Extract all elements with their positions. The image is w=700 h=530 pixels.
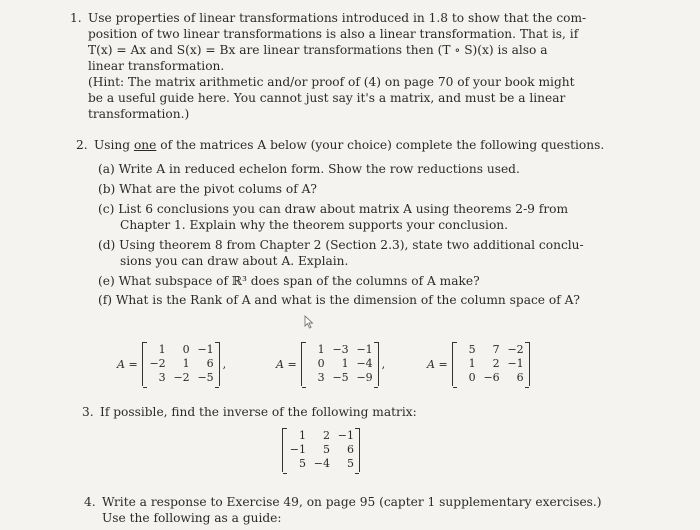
inverse-matrix-cell: 5 — [323, 443, 330, 456]
matrix-choice-1 — [117, 342, 226, 386]
q2-part-f: (f) What is the Rank of A and what is the dimension of the column space of A? — [98, 293, 580, 307]
matrix-2-cell: −3 — [332, 343, 349, 356]
q2-part-c-line-2: Chapter 1. Explain why the theorem supports your conclusion. — [120, 218, 509, 232]
q2-intro-emphasis: one — [133, 138, 157, 152]
matrix-2-cell: 1 — [341, 357, 349, 370]
matrix-3-cell: 7 — [492, 343, 500, 356]
q2-part-d-line-2: sions you can draw about A. Explain. — [120, 254, 349, 268]
q2-part-a: (a) Write A in reduced echelon form. Show the row reductions used. — [98, 162, 520, 176]
matrix-3-cell: 1 — [468, 357, 476, 370]
inverse-matrix-body — [282, 428, 360, 472]
matrix-3-cell: −1 — [507, 357, 524, 370]
q2-part-b: (b) What are the pivot colums of A? — [98, 182, 317, 196]
inverse-matrix-cell: 6 — [347, 443, 354, 456]
mouse-cursor-icon — [303, 315, 315, 329]
matrix-2-cell: −5 — [332, 371, 349, 384]
inverse-matrix-cell: 2 — [323, 429, 330, 442]
inverse-matrix-cell: 5 — [299, 457, 306, 470]
matrix-1-cell: −5 — [197, 371, 214, 384]
q2-part-e: (e) What subspace of ℝ³ does span of the columns of A make? — [98, 274, 480, 288]
inverse-matrix-cell: −1 — [289, 443, 306, 456]
matrix-choice-3 — [427, 342, 533, 386]
matrix-2-label: A = — [276, 357, 297, 371]
matrix-choice-2 — [276, 342, 385, 386]
q2-part-d-line-1: (d) Using theorem 8 from Chapter 2 (Section 2.3), state two additional conclu- — [98, 238, 584, 252]
matrix-1-cell: 1 — [182, 357, 190, 370]
matrix-3-cell: −2 — [507, 343, 524, 356]
matrix-2-cell: −1 — [356, 343, 373, 356]
matrix-3-cell: 6 — [516, 371, 524, 384]
matrix-2-cell: −9 — [356, 371, 373, 384]
matrix-3-cell: −6 — [483, 371, 500, 384]
q3-text: If possible, find the inverse of the following matrix: — [100, 405, 417, 419]
matrix-1-cell: 3 — [158, 371, 166, 384]
q4-line-1: Write a response to Exercise 49, on page 95 (capter 1 supplementary exercises.) — [102, 495, 602, 509]
q1-line-4: linear transformation. — [88, 59, 225, 73]
q1-line-3: T(x) = Ax and S(x) = Bx are linear transformations then (T ∘ S)(x) is also a — [88, 43, 548, 57]
q1-line-2: position of two linear transformations is also a linear transformation. That is, if — [88, 27, 579, 41]
matrix-1-comma: , — [222, 357, 227, 371]
q3-number: 3. — [82, 405, 94, 419]
matrix-1-cell: 6 — [206, 357, 214, 370]
matrix-1-cell: −2 — [173, 371, 190, 384]
inverse-matrix-cell: −4 — [313, 457, 330, 470]
matrix-3-cell: 5 — [468, 343, 476, 356]
q1-hint-line-2: be a useful guide here. You cannot just say it's a matrix, and must be a linear — [88, 91, 566, 105]
q1-line-1: Use properties of linear transformations introduced in 1.8 to show that the com- — [88, 11, 587, 25]
q1-hint-line-1: (Hint: The matrix arithmetic and/or proof of (4) on page 70 of your book might — [88, 75, 575, 89]
matrix-2-cell: 1 — [317, 343, 325, 356]
matrix-1-cell: −1 — [197, 343, 214, 356]
q2-number: 2. — [76, 138, 88, 152]
matrix-2-cell: −4 — [356, 357, 373, 370]
matrix-3-cell: 2 — [492, 357, 500, 370]
matrix-3-body — [452, 342, 530, 386]
matrix-3-label: A = — [427, 357, 448, 371]
matrix-2-body — [301, 342, 379, 386]
matrix-2-cell: 0 — [317, 357, 325, 370]
matrix-2-comma: , — [381, 357, 386, 371]
q2-intro: Using one of the matrices A below (your choice) complete the following questions. — [94, 138, 605, 152]
matrix-1-cell: −2 — [149, 357, 166, 370]
matrix-1-label: A = — [117, 357, 138, 371]
matrix-1-body — [142, 342, 220, 386]
matrix-1-cell: 1 — [158, 343, 166, 356]
inverse-matrix-cell: 5 — [347, 457, 354, 470]
inverse-matrix — [282, 428, 360, 472]
q4-number: 4. — [84, 495, 96, 509]
inverse-matrix-cell: 1 — [299, 429, 306, 442]
q4-line-2: Use the following as a guide: — [102, 511, 282, 525]
q2-part-c-line-1: (c) List 6 conclusions you can draw about matrix A using theorems 2-9 from — [98, 202, 569, 216]
matrix-3-cell: 0 — [468, 371, 476, 384]
matrix-1-cell: 0 — [182, 343, 190, 356]
inverse-matrix-cell: −1 — [337, 429, 354, 442]
matrix-2-cell: 3 — [317, 371, 325, 384]
q1-hint-line-3: transformation.) — [88, 107, 190, 121]
q1-number: 1. — [70, 11, 82, 25]
